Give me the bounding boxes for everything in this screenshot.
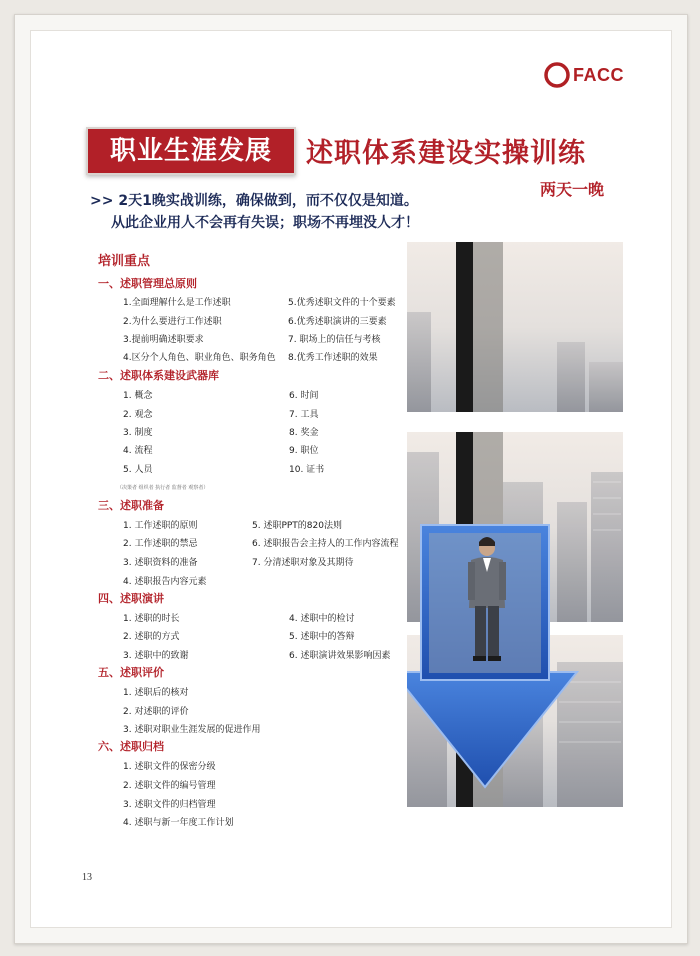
section-title: 三、述职准备	[98, 499, 164, 512]
list-item: 1. 工作述职的原则	[123, 521, 198, 531]
list-item: 1. 概念	[123, 391, 153, 401]
list-item: 9. 职位	[289, 446, 319, 456]
list-item: 2. 工作述职的禁忌	[123, 539, 198, 549]
list-item: 5. 述职中的答辩	[289, 632, 355, 642]
list-item: 1. 述职后的核对	[123, 688, 189, 698]
career-growth-illustration	[407, 242, 623, 807]
list-item: 6. 述职演讲效果影响因素	[289, 651, 391, 661]
list-item: 6. 述职报告会主持人的工作内容流程	[252, 539, 399, 549]
list-item: 3. 制度	[123, 428, 153, 438]
tagline-line-1: >> 2天1晚实战训练，确保做到，而不仅仅是知道。	[90, 193, 418, 209]
list-item: 4.区分个人角色、职业角色、职务角色	[123, 353, 276, 363]
list-item: 2. 述职文件的编号管理	[123, 781, 216, 791]
tagline-line-2: 从此企业用人不会再有失误；职场不再埋没人才！	[111, 215, 419, 231]
list-item: 10. 证书	[289, 465, 325, 475]
roles-note: （决策者 组织者 执行者 监督者 观察者）	[117, 485, 209, 491]
list-item: 1. 述职的时长	[123, 614, 180, 624]
list-item: 8.优秀工作述职的效果	[288, 353, 378, 363]
page-title: 述职体系建设实操训练	[306, 138, 586, 169]
list-item: 2. 述职的方式	[123, 632, 180, 642]
list-item: 6.优秀述职演讲的三要素	[288, 317, 387, 327]
section-title: 六、述职归档	[98, 740, 164, 753]
list-item: 7. 工具	[289, 410, 319, 420]
list-item: 3. 述职中的致谢	[123, 651, 189, 661]
list-item: 4. 述职中的检讨	[289, 614, 355, 624]
logo-ring-icon	[543, 60, 573, 90]
outline-heading: 培训重点	[98, 254, 151, 269]
list-item: 7. 职场上的信任与考核	[288, 335, 381, 345]
section-title: 四、述职演讲	[98, 592, 164, 605]
page-number: 13	[82, 872, 92, 883]
list-item: 6. 时间	[289, 391, 319, 401]
list-item: 4. 述职与新一年度工作计划	[123, 818, 234, 828]
list-item: 5.优秀述职文件的十个要素	[288, 298, 396, 308]
section-title: 五、述职评价	[98, 666, 164, 679]
logo-text: FACC	[573, 65, 624, 85]
list-item: 2. 对述职的评价	[123, 707, 189, 717]
list-item: 3. 述职资料的准备	[123, 558, 198, 568]
section-title: 一、述职管理总原则	[98, 277, 197, 290]
duration-label: 两天一晚	[540, 180, 605, 199]
list-item: 1. 述职文件的保密分级	[123, 762, 216, 772]
list-item: 8. 奖金	[289, 428, 319, 438]
list-item: 3. 述职文件的归档管理	[123, 800, 216, 810]
list-item: 5. 述职PPT的820法则	[252, 521, 342, 531]
list-item: 1.全面理解什么是工作述职	[123, 298, 231, 308]
list-item: 3.提前明确述职要求	[123, 335, 204, 345]
list-item: 4. 述职报告内容元素	[123, 577, 207, 587]
title-badge: 职业生涯发展	[86, 127, 296, 175]
list-item: 3. 述职对职业生涯发展的促进作用	[123, 725, 261, 735]
list-item: 4. 流程	[123, 446, 153, 456]
facc-logo	[543, 60, 633, 90]
section-title: 二、述职体系建设武器库	[98, 369, 219, 382]
list-item: 2.为什么要进行工作述职	[123, 317, 222, 327]
list-item: 2. 观念	[123, 410, 153, 420]
list-item: 5. 人员	[123, 465, 153, 475]
list-item: 7. 分清述职对象及其期待	[252, 558, 354, 568]
